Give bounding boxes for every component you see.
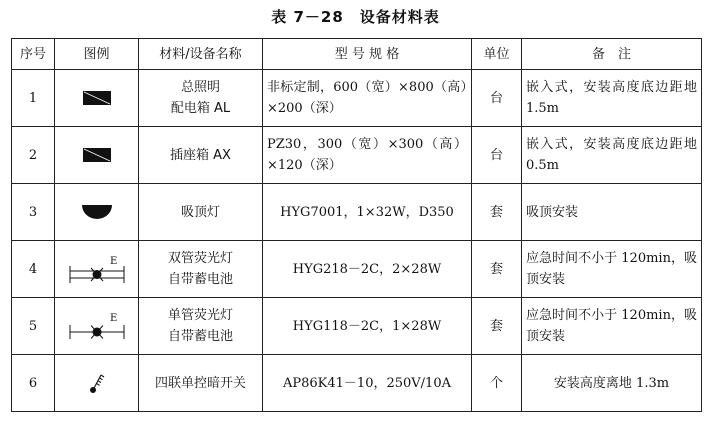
row-unit: 套: [472, 184, 522, 241]
icon-label-e: E: [109, 256, 117, 267]
header-unit: 单位: [472, 39, 522, 70]
row-name: 总照明 配电箱 AL: [139, 70, 263, 127]
header-model: 型 号 规 格: [263, 39, 472, 70]
row-no: 4: [12, 241, 55, 298]
row-model: PZ30，300（宽）×300（高）×120（深）: [263, 127, 472, 184]
header-note: 备 注: [522, 39, 702, 70]
row-note: 嵌入式，安装高度底边距地 1.5m: [522, 70, 702, 127]
distribution-box-icon: [83, 91, 111, 105]
table-row: [12, 355, 702, 412]
header-row: [12, 39, 702, 70]
ceiling-lamp-icon: [81, 204, 113, 220]
row-no: 6: [12, 355, 55, 412]
row-note: 应急时间不小于 120min，吸顶安装: [522, 298, 702, 355]
row-name: 插座箱 AX: [139, 127, 263, 184]
row-model: HYG7001，1×32W，D350: [263, 184, 472, 241]
row-unit: 个: [472, 355, 522, 412]
row-name: 单管荧光灯 自带蓄电池: [139, 298, 263, 355]
row-unit: 台: [472, 70, 522, 127]
row-name: 四联单控暗开关: [139, 355, 263, 412]
row-model: HYG118－2C，1×28W: [263, 298, 472, 355]
row-name: 双管荧光灯 自带蓄电池: [139, 241, 263, 298]
row-note: 吸顶安装: [522, 184, 702, 241]
table-row: [12, 70, 702, 127]
row-model: HYG218－2C，2×28W: [263, 241, 472, 298]
quad-switch-icon: [89, 372, 105, 394]
row-unit: 套: [472, 298, 522, 355]
row-unit: 台: [472, 127, 522, 184]
row-no: 2: [12, 127, 55, 184]
row-name: 吸顶灯: [139, 184, 263, 241]
row-no: 5: [12, 298, 55, 355]
twin-fluorescent-emergency-icon: [68, 253, 126, 285]
header-legend: 图例: [55, 39, 139, 70]
row-no: 1: [12, 70, 55, 127]
table-title: 表 7－28 设备材料表: [271, 8, 440, 26]
equipment-table: [11, 38, 702, 412]
row-no: 3: [12, 184, 55, 241]
table-row: [12, 184, 702, 241]
table-row: [12, 241, 702, 298]
header-name: 材料/设备名称: [139, 39, 263, 70]
row-model: AP86K41－10，250V/10A: [263, 355, 472, 412]
table-row: [12, 298, 702, 355]
row-note: 安装高度离地 1.3m: [522, 355, 702, 412]
header-no: 序号: [12, 39, 55, 70]
table-row: [12, 127, 702, 184]
socket-box-icon: [83, 148, 111, 162]
icon-label-e: E: [109, 313, 117, 324]
row-unit: 套: [472, 241, 522, 298]
single-fluorescent-emergency-icon: [68, 310, 126, 342]
row-note: 嵌入式，安装高度底边距地 0.5m: [522, 127, 702, 184]
row-model: 非标定制，600（宽）×800（高）×200（深）: [263, 70, 472, 127]
row-note: 应急时间不小于 120min，吸顶安装: [522, 241, 702, 298]
